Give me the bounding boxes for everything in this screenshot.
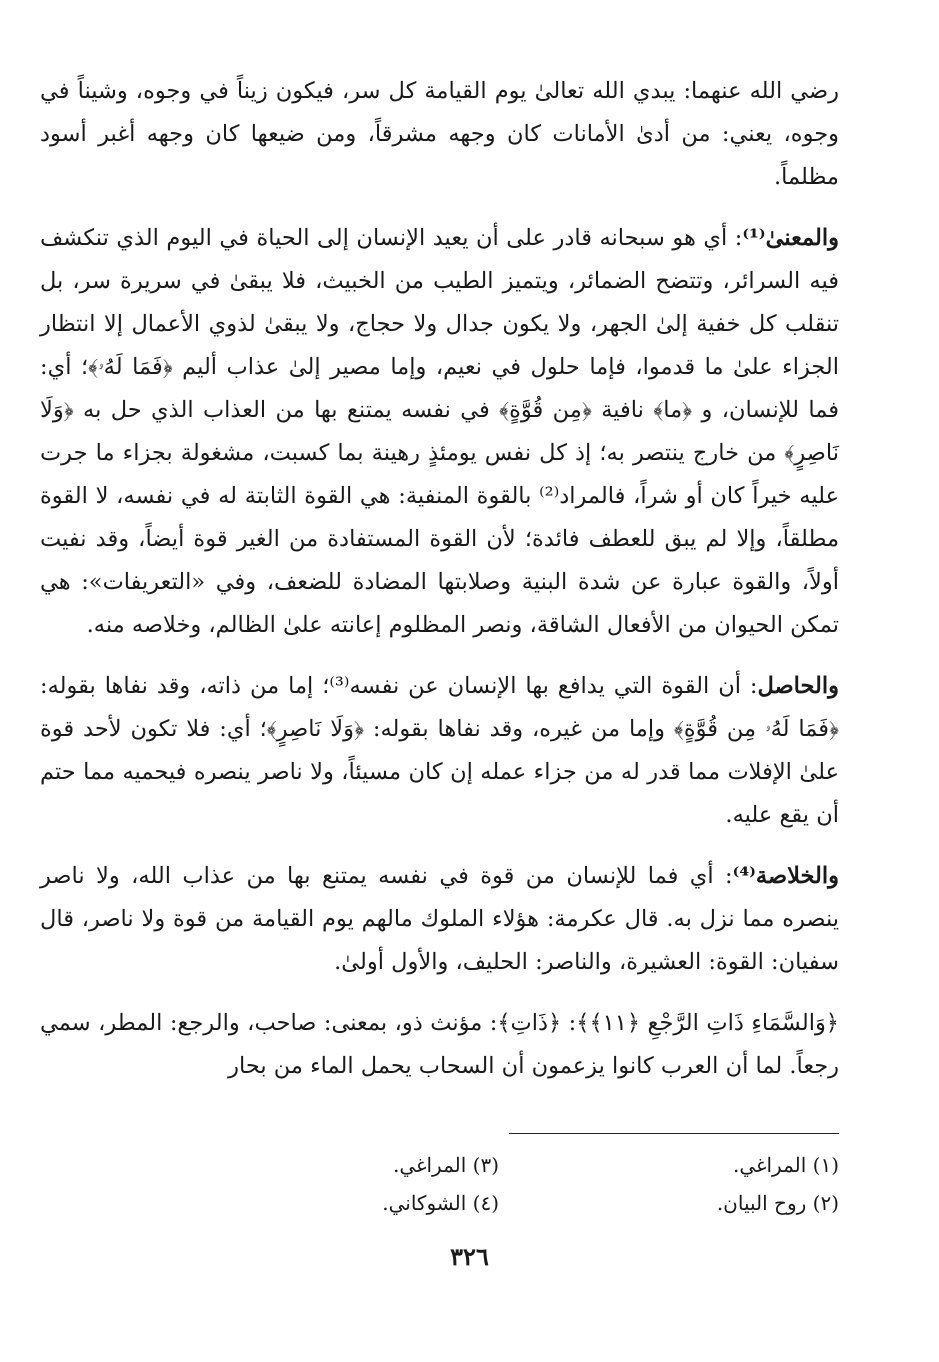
footnote-2: (٢) روح البيان. <box>716 1191 839 1215</box>
footnote-list <box>199 1146 839 1222</box>
paragraph-summary-text: : أي فما للإنسان من قوة في نفسه يمتنع بها من عذاب الله، ولا ناصر ينصره مما نزل به. قال عكرمة: هؤلاء الملوك مالهم يوم القيامة من قوة ولا ناصر، قال سفيان: القوة: العشيرة، والناصر: الحليف، والأول أولىٰ. <box>40 863 839 975</box>
paragraph-meaning-text: : أي هو سبحانه قادر على أن يعيد الإنسان إلى الحياة في اليوم الذي تنكشف فيه السرائر، وتتضح الضمائر، ويتميز الطيب من الخبيث، فلا يبقىٰ في سريرة سر، بل تنقلب كل خفية إلىٰ الجهر، ولا يكون جدال ولا حجاج، ولا يبقىٰ لذوي الأعمال إلا انتظار الجزاء علىٰ ما قدموا، فإما حلول في نعيم، وإما مصير إلىٰ عذاب أليم ﴿فَمَا لَهُۥ﴾؛ أي: فما للإنسان، و ﴿ما﴾ نافية ﴿مِن قُوَّةٍ﴾ في نفسه يمتنع بها من العذاب الذي حل به ﴿وَلَا نَاصِرٍ﴾ من خارج ينتصر به؛ إذ كل نفس يومئذٍ رهينة بما كسبت، مشغولة بجزاء ما جرت عليه خيراً كان أو شراً، فالمراد⁽²⁾ بالقوة المنفية: هي القوة الثابتة له في نفسه، لا القوة مطلقاً، وإلا لم يبق للعطف فائدة؛ لأن القوة المستفادة من الغير قوة أيضاً، وقد نفيت أولاً، والقوة عبارة عن شدة البنية وصلابتها المضادة للضعف، وفي «التعريفات»: هي تمكن الحيوان من الأفعال الشاقة، ونصر المظلوم إعانته علىٰ الظالم، وخلاصه منه. <box>40 225 839 638</box>
paragraph-result-heading: والحاصل <box>757 673 839 699</box>
paragraph-summary-heading: والخلاصة⁽⁴⁾ <box>732 863 839 889</box>
paragraph-result <box>40 665 839 837</box>
footnote-4: (٤) الشوكاني. <box>382 1191 499 1215</box>
paragraph-verse <box>40 1002 839 1088</box>
footnote-3: (٣) المراغي. <box>392 1153 499 1177</box>
paragraph-summary <box>40 855 839 984</box>
paragraph-1-text: رضي الله عنهما: يبدي الله تعالىٰ يوم القيامة كل سر، فيكون زيناً في وجوه، وشيناً في وجوه، يعني: من أدىٰ الأمانات كان وجهه مشرقاً، ومن ضيعها كان وجهه أغبر أسود مظلماً. <box>40 78 839 190</box>
paragraph-meaning <box>40 217 839 647</box>
footnotes <box>44 1133 839 1222</box>
footnote-1: (١) المراغي. <box>732 1153 839 1177</box>
main-text <box>40 70 839 1088</box>
paragraph-meaning-heading: والمعنىٰ⁽¹⁾ <box>742 225 839 251</box>
paragraph-verse-text: ﴿وَالسَّمَاءِ ذَاتِ الرَّجْعِ ﴿١١﴾﴾: ﴿ذَاتِ﴾: مؤنث ذو، بمعنى: صاحب، والرجع: المطر، سمي رجعاً. لما أن العرب كانوا يزعمون أن السحاب يحمل الماء من بحار <box>40 1010 839 1079</box>
paragraph-result-text: : أن القوة التي يدافع بها الإنسان عن نفسه⁽³⁾؛ إما من ذاته، وقد نفاها بقوله: ﴿فَمَا لَهُۥ مِن قُوَّةٍ﴾ وإما من غيره، وقد نفاها بقوله: ﴿وَلَا نَاصِرٍ﴾؛ أي: فلا تكون لأحد قوة علىٰ الإفلات مما قدر له من جزاء عمله إن كان مسيئاً، ولا ناصر ينصره فيحميه مما حتم أن يقع عليه. <box>40 673 839 828</box>
paragraph-1 <box>40 70 839 199</box>
footnote-divider <box>509 1133 839 1134</box>
page-number: ٣٢٦ <box>450 1242 489 1271</box>
